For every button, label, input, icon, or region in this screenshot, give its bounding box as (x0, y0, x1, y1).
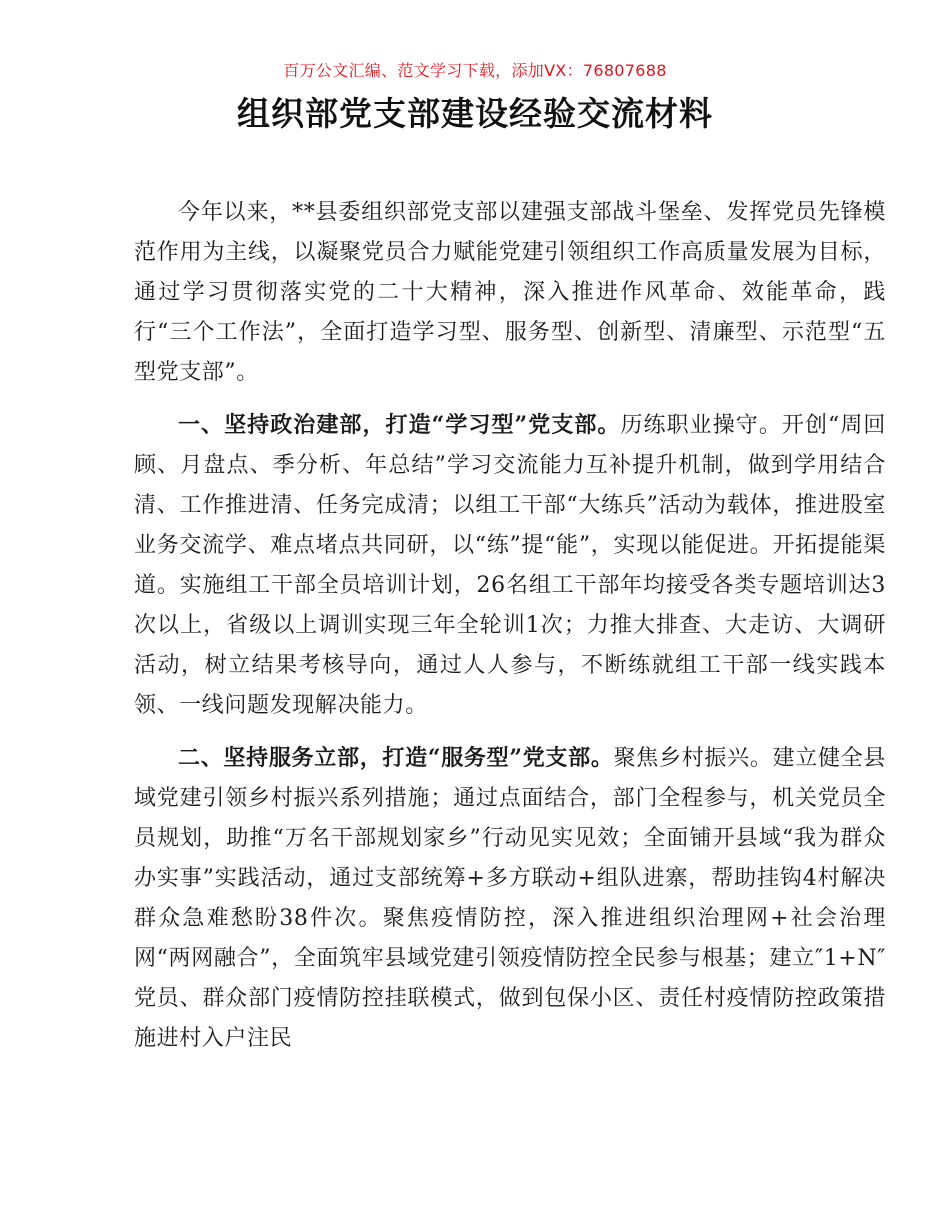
section-1-heading: 一、坚持政治建部，打造“学习型”党支部。 (178, 412, 621, 438)
paragraph-section-1 (134, 405, 886, 726)
paragraph-intro-text: 今年以来，**县委组织部党支部以建强支部战斗堡垒、发挥党员先锋模范作用为主线，以凝聚党员合力赋能党建引领组织工作高质量发展为目标，通过学习贯彻落实党的二十大精神，深入推进作风革命、效能革命，践行“三个工作法”，全面打造学习型、服务型、创新型、清廉型、示范型“五型党支部”。 (134, 200, 886, 385)
section-2-heading: 二、坚持服务立部，打造“服务型”党支部。 (178, 745, 614, 771)
paragraph-intro (134, 193, 886, 393)
section-1-text: 历练职业操守。开创“周回顾、月盘点、季分析、年总结”学习交流能力互补提升机制，做到学用结合清、工作推进清、任务完成清；以组工干部“大练兵”活动为载体，推进股室业务交流学、难点堵点共同研，以“练”提“能”，实现以能促进。开拓提能渠道。实施组工干部全员培训计划，26名组工干部年均接受各类专题培训达3次以上，省级以上调训实现三年全轮训1次；力推大排查、大走访、大调研活动，树立结果考核导向，通过人人参与，不断练就组工干部一线实践本领、一线问题发现解决能力。 (134, 413, 886, 718)
section-2-text: 聚焦乡村振兴。建立健全县域党建引领乡村振兴系列措施；通过点面结合，部门全程参与，机关党员全员规划，助推“万名干部规划家乡”行动见实见效；全面铺开县域“我为群众办实事”实践活动，通过支部统筹+多方联动+组队进寨，帮助挂钩4村解决群众急难愁盼38件次。聚焦疫情防控，深入推进组织治理网+社会治理网“两网融合”，全面筑牢县域党建引领疫情防控全民参与根基；建立″1+N″党员、群众部门疫情防控挂联模式，做到包保小区、责任村疫情防控政策措施进村入户注民 (134, 746, 886, 1051)
watermark-banner: 百万公文汇编、范文学习下载，添加VX：76807688 (283, 61, 667, 80)
page-title: 组织部党支部建设经验交流材料 (237, 94, 713, 133)
document-body (134, 193, 886, 1071)
paragraph-section-2 (134, 738, 886, 1059)
